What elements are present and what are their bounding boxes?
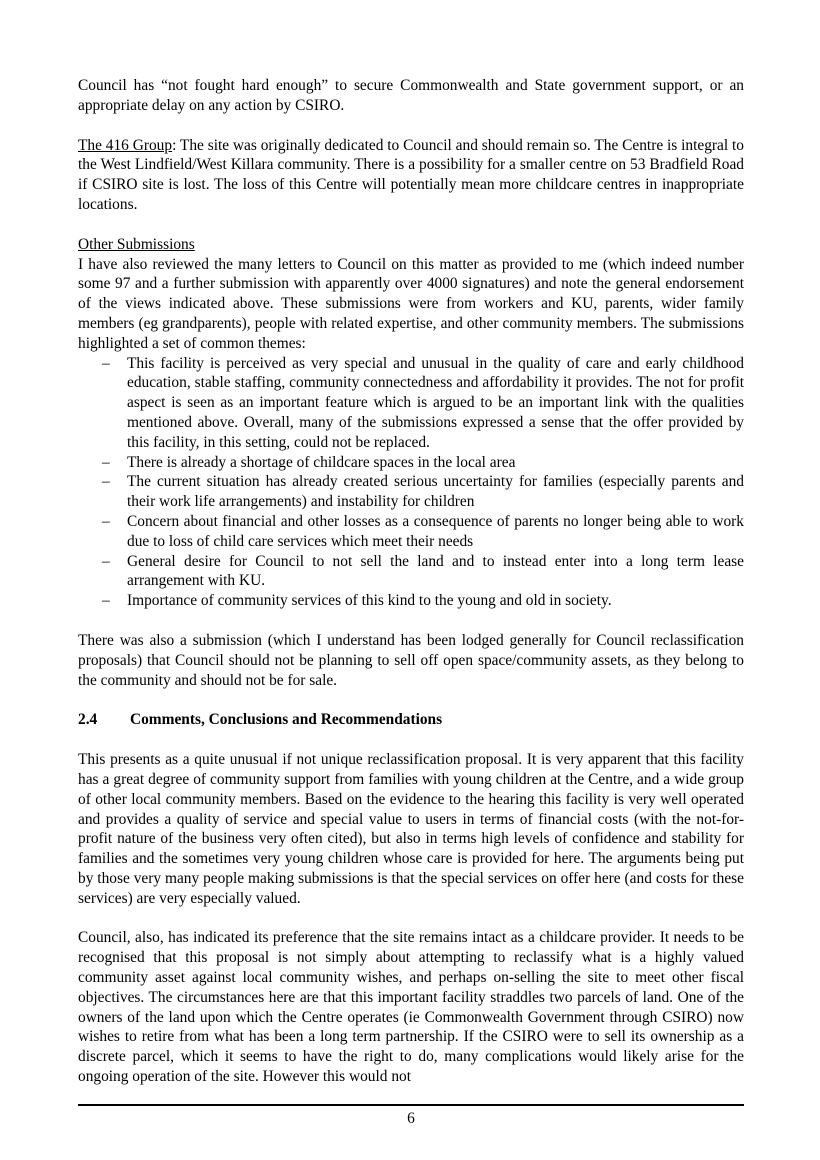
list-item (102, 591, 744, 611)
dash-bullet: – (102, 592, 110, 610)
also-submission-paragraph: There was also a submission (which I understand has been lodged generally for Council reclassification proposals) that Council should not be planning to sell off open space/community assets, as they belong to the community and should not be for sale. (78, 631, 744, 689)
dash-bullet: – (102, 354, 110, 372)
document-body (78, 76, 744, 1087)
paragraph-gap (78, 730, 744, 750)
group-416-label: The 416 Group (78, 136, 173, 154)
section-title: Comments, Conclusions and Recommendations (130, 711, 443, 729)
dash-bullet: – (102, 453, 110, 471)
group-416-paragraph (78, 136, 744, 215)
dash-bullet: – (102, 512, 110, 530)
themes-list (78, 354, 744, 611)
section-number: 2.4 (78, 711, 98, 729)
council-preference-paragraph: Council, also, has indicated its preference that the site remains intact as a childcare provider. It needs to be recognised that this proposal is not simply about attempting to reclassify what is a highly valued community asset against local community wishes, and perhaps on-selling the site to meet other fiscal objectives. The circumstances here are that this important facility straddles two parcels of land. One of the owners of the land upon which the Centre operates (ie Commonwealth Government through CSIRO) now wishes to retire from what has been a long term partnership. If the CSIRO were to sell its ownership as a discrete parcel, which it seems to have the right to do, many complications would likely arise for the ongoing operation of the site. However this would not (78, 929, 744, 1086)
dash-bullet: – (102, 552, 110, 570)
other-submissions-heading: Other Submissions (78, 235, 195, 253)
list-item-text: There is already a shortage of childcare spaces in the local area (127, 453, 516, 471)
paragraph-gap (78, 116, 744, 136)
list-item (102, 453, 744, 473)
paragraph-gap (78, 611, 744, 631)
list-item-text: Concern about financial and other losses as a consequence of parents no longer being able to work due to loss of child care services which meet their needs (127, 512, 744, 550)
paragraph-gap (78, 908, 744, 928)
group-416-text: : The site was originally dedicated to Council and should remain so. The Centre is integral to the West Lindfield/West Killara community. There is a possibility for a smaller centre on 53 Bradfield Road if CSIRO site is lost. The loss of this Centre will potentially mean more childcare centres in inappropriate locations. (78, 136, 744, 213)
paragraph-gap (78, 215, 744, 235)
unusual-proposal-paragraph: This presents as a quite unusual if not unique reclassification proposal. It is very apparent that this facility has a great degree of community support from families with young children at the Centre, and a wide group of other local community members. Based on the evidence to the hearing this facility is very well operated and provides a quality of service and special value to users in terms of financial costs (with the not-for-profit nature of the business very often cited), but also in terms high levels of confidence and stability for families and the sometimes very young children whose care is provided for here. The arguments being put by those very many people making submissions is that the special services on offer here (and costs for these services) are very especially valued. (78, 751, 744, 907)
list-item-text: The current situation has already created serious uncertainty for families (especially parents and their work life arrangements) and instability for children (127, 473, 744, 511)
list-item (102, 512, 744, 552)
paragraph-gap (78, 690, 744, 710)
list-item-text: General desire for Council to not sell the land and to instead enter into a long term lease arrangement with KU. (127, 552, 744, 590)
page-number: 6 (407, 1110, 415, 1127)
list-item (102, 354, 744, 453)
dash-bullet: – (102, 473, 110, 491)
list-item (102, 472, 744, 512)
section-heading (78, 710, 744, 730)
intro-paragraph: Council has “not fought hard enough” to secure Commonwealth and State government support, or an appropriate delay on any action by CSIRO. (78, 77, 744, 114)
footer-rule (78, 1104, 744, 1106)
other-submissions-paragraph: I have also reviewed the many letters to Council on this matter as provided to me (which indeed number some 97 and a further submission with apparently over 4000 signatures) and note the general endorsement of the views indicated above. These submissions were from workers and KU, parents, wider family members (eg grandparents), people with related expertise, and other community members. The submissions highlighted a set of common themes: (78, 255, 744, 352)
list-item-text: Importance of community services of this kind to the young and old in society. (127, 592, 612, 610)
list-item-text: This facility is perceived as very special and unusual in the quality of care and early childhood education, stable staffing, community connectedness and affordability it provides. The not for profit aspect is seen as an important feature which is argued to be an important link with the qualities mentioned above. Overall, many of the submissions expressed a sense that the offer provided by this facility, in this setting, could not be replaced. (127, 354, 744, 451)
list-item (102, 552, 744, 592)
